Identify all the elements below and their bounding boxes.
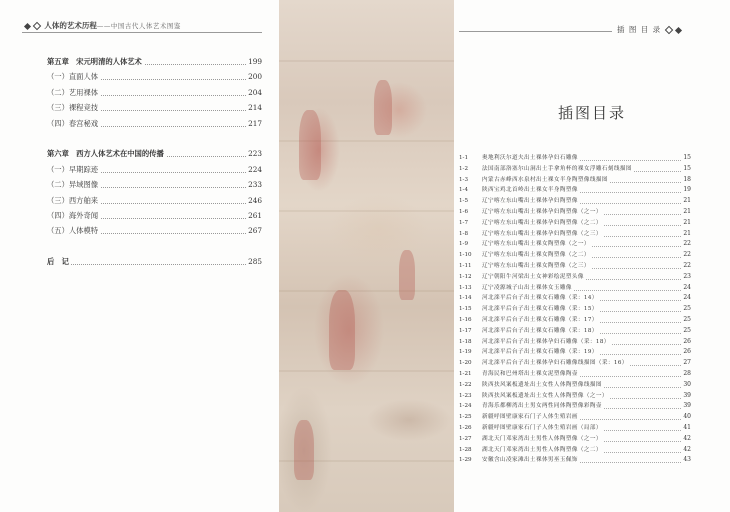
- figure-number: 1-1: [459, 153, 481, 164]
- toc-label: （四）春宫秘戏: [47, 116, 100, 131]
- toc-page-number: 261: [246, 208, 262, 223]
- figure-caption: 辽宁喀左东山嘴出土裸女陶塑像（之三）: [482, 261, 592, 272]
- figure-caption: 辽宁凌源城子山出土裸体女玉雕像: [482, 283, 574, 294]
- figure-page-number: 24: [681, 293, 691, 304]
- figure-caption: 辽宁喀左东山嘴出土裸体孕妇陶塑像（之三）: [482, 229, 604, 240]
- figure-list: [459, 153, 691, 466]
- figure-number: 1-27: [459, 434, 481, 445]
- table-of-contents: [47, 54, 262, 270]
- figure-caption: 青海乐都柳湾出土男女两性同体陶塑像彩陶壶: [482, 401, 604, 412]
- figure-number: 1-9: [459, 239, 481, 250]
- figure-number: 1-26: [459, 423, 481, 434]
- figure-caption: 辽宁喀左东山嘴出土裸体孕妇陶塑像（之二）: [482, 218, 604, 229]
- figure-page-number: 42: [681, 434, 691, 445]
- figure-page-number: 21: [681, 196, 691, 207]
- figure-list-item[interactable]: [459, 347, 691, 358]
- figure-page-number: 43: [681, 455, 691, 466]
- figure-page-number: 26: [681, 347, 691, 358]
- figure-list-item[interactable]: [459, 326, 691, 337]
- toc-chapter-row[interactable]: [47, 254, 262, 269]
- book-title: 人体的艺术历程: [44, 21, 97, 30]
- figure-list-item[interactable]: [459, 229, 691, 240]
- figure-list-item[interactable]: [459, 380, 691, 391]
- figure-list-item[interactable]: [459, 412, 691, 423]
- figure-page-number: 24: [681, 283, 691, 294]
- header-rule-right: [459, 31, 612, 32]
- toc-section-row[interactable]: [47, 85, 262, 100]
- figure-caption: 安徽含山凌家滩出土裸体男巫玉佩饰: [482, 455, 580, 466]
- figure-list-item[interactable]: [459, 218, 691, 229]
- figure-list-item[interactable]: [459, 164, 691, 175]
- figure-number: 1-3: [459, 175, 481, 186]
- figure-page-number: 19: [681, 185, 691, 196]
- toc-section-row[interactable]: [47, 116, 262, 131]
- figure-list-item[interactable]: [459, 153, 691, 164]
- figure-caption: 法国南部洛塞尔山洞出土手拿角杯的裸女浮雕石刻线描图: [482, 164, 634, 175]
- figure-number: 1-18: [459, 337, 481, 348]
- figure-caption: 辽宁朝阳牛河梁出土女神彩绘泥塑头像: [482, 272, 586, 283]
- toc-section-row[interactable]: [47, 208, 262, 223]
- toc-section-row[interactable]: [47, 162, 262, 177]
- figure-page-number: 42: [681, 445, 691, 456]
- figure-page-number: 39: [681, 391, 691, 402]
- figure-number: 1-28: [459, 445, 481, 456]
- figure-number: 1-19: [459, 347, 481, 358]
- figure-list-item[interactable]: [459, 283, 691, 294]
- figure-number: 1-14: [459, 293, 481, 304]
- toc-section-row[interactable]: [47, 223, 262, 238]
- figure-page-number: 21: [681, 218, 691, 229]
- figure-caption: 辽宁喀左东山嘴出土裸女陶塑像（之二）: [482, 250, 592, 261]
- figure-number: 1-11: [459, 261, 481, 272]
- figure-list-item[interactable]: [459, 369, 691, 380]
- toc-page-number: 267: [246, 223, 262, 238]
- toc-page-number: 223: [246, 146, 262, 161]
- figure-number: 1-6: [459, 207, 481, 218]
- figure-number: 1-24: [459, 401, 481, 412]
- figure-number: 1-21: [459, 369, 481, 380]
- figure-caption: 河北滦平后台子出土裸女石雕像（采：19）: [482, 347, 600, 358]
- toc-page-number: 285: [246, 254, 262, 269]
- figure-list-item[interactable]: [459, 434, 691, 445]
- figure-page-number: 28: [681, 369, 691, 380]
- toc-page-number: 224: [246, 162, 262, 177]
- figure-list-item[interactable]: [459, 304, 691, 315]
- figure-page-number: 40: [681, 412, 691, 423]
- toc-section-row[interactable]: [47, 69, 262, 84]
- figure-page-number: 25: [681, 315, 691, 326]
- figure-list-item[interactable]: [459, 207, 691, 218]
- figure-list-item[interactable]: [459, 445, 691, 456]
- figure-list-item[interactable]: [459, 358, 691, 369]
- toc-page-number: 217: [246, 116, 262, 131]
- figure-caption: 辽宁喀左东山嘴出土裸体孕妇陶塑像（之一）: [482, 207, 604, 218]
- figure-number: 1-29: [459, 455, 481, 466]
- header-rule: [22, 32, 262, 33]
- toc-label: 第五章 宋元明清的人体艺术: [47, 54, 144, 69]
- figure-number: 1-10: [459, 250, 481, 261]
- figure-number: 1-15: [459, 304, 481, 315]
- figure-number: 1-12: [459, 272, 481, 283]
- rock-art-image: [279, 0, 454, 512]
- figure-page-number: 22: [681, 239, 691, 250]
- toc-label: （一）早期踪迹: [47, 162, 100, 177]
- figure-caption: 陕西扶风案板遗址出土女性人体陶塑像（之一）: [482, 391, 610, 402]
- figure-caption: 河北滦平后台子出土裸体孕妇石雕像线描图（采：16）: [482, 358, 630, 369]
- toc-label: （二）异域图像: [47, 177, 100, 192]
- figure-page-number: 39: [681, 401, 691, 412]
- figure-number: 1-22: [459, 380, 481, 391]
- figure-number: 1-23: [459, 391, 481, 402]
- figure-page-number: 25: [681, 326, 691, 337]
- figure-list-item[interactable]: [459, 175, 691, 186]
- figure-list-item[interactable]: [459, 272, 691, 283]
- figure-list-item[interactable]: [459, 455, 691, 466]
- toc-label: （四）海外奇闻: [47, 208, 100, 223]
- toc-page-number: 200: [246, 69, 262, 84]
- figure-number: 1-25: [459, 412, 481, 423]
- toc-chapter-row[interactable]: [47, 146, 262, 161]
- right-running-header: [617, 24, 683, 35]
- toc-section-row[interactable]: [47, 100, 262, 115]
- figure-caption: 辽宁喀左东山嘴出土裸女陶塑像（之一）: [482, 239, 592, 250]
- toc-label: （三）西方舶来: [47, 193, 100, 208]
- figure-page-number: 21: [681, 229, 691, 240]
- figure-list-item[interactable]: [459, 239, 691, 250]
- figure-page-number: 15: [681, 164, 691, 175]
- figure-list-item[interactable]: [459, 196, 691, 207]
- toc-page-number: 233: [246, 177, 262, 192]
- figure-number: 1-13: [459, 283, 481, 294]
- figure-caption: 河北滦平后台子出土裸女石雕像（采：18）: [482, 326, 600, 337]
- leader-dots: [47, 264, 262, 265]
- toc-page-number: 204: [246, 85, 262, 100]
- toc-label: 第六章 西方人体艺术在中国的传播: [47, 146, 166, 161]
- figure-list-item[interactable]: [459, 261, 691, 272]
- figure-page-number: 41: [681, 423, 691, 434]
- figure-page-number: 26: [681, 337, 691, 348]
- section-title: 插 图 目 录: [617, 25, 662, 34]
- toc-section-row[interactable]: [47, 193, 262, 208]
- toc-section-row[interactable]: [47, 177, 262, 192]
- figure-list-item[interactable]: [459, 185, 691, 196]
- figure-list-item[interactable]: [459, 401, 691, 412]
- figure-caption: 奥地利沃尔道夫出土裸体孕妇石雕像: [482, 153, 580, 164]
- figure-list-item[interactable]: [459, 337, 691, 348]
- figure-page-number: 25: [681, 304, 691, 315]
- figures-heading: 插图目录: [557, 104, 626, 122]
- figure-list-item[interactable]: [459, 423, 691, 434]
- left-running-header: [23, 20, 181, 31]
- figure-caption: 陕西扶风案板遗址出土女性人体陶塑像线描图: [482, 380, 604, 391]
- toc-page-number: 246: [246, 193, 262, 208]
- book-subtitle: ——中国古代人体艺术图鉴: [96, 22, 181, 30]
- toc-label: （一）直面人体: [47, 69, 100, 84]
- figure-page-number: 22: [681, 250, 691, 261]
- figure-caption: 陕西宝鸡北首岭出土裸女半身陶塑像: [482, 185, 580, 196]
- toc-label: （五）人体模特: [47, 223, 100, 238]
- filled-diamond-icon: [24, 22, 31, 29]
- figure-page-number: 22: [681, 261, 691, 272]
- figure-caption: 湖北天门邓家湾出土男性人体陶塑像（之一）: [482, 434, 604, 445]
- figure-number: 1-5: [459, 196, 481, 207]
- figure-number: 1-7: [459, 218, 481, 229]
- figure-caption: 内蒙古赤峰西水泉村出土裸女半身陶塑像线描图: [482, 175, 610, 186]
- figure-list-item[interactable]: [459, 250, 691, 261]
- figure-number: 1-2: [459, 164, 481, 175]
- toc-page-number: 199: [246, 54, 262, 69]
- figure-caption: 新疆呼图壁康家石门子人体生殖岩画（局部）: [482, 423, 604, 434]
- figure-caption: 河北滦平后台子出土裸女石雕像（采：14）: [482, 293, 600, 304]
- hollow-diamond-icon: [33, 22, 41, 30]
- right-page: [454, 0, 730, 512]
- figure-page-number: 21: [681, 207, 691, 218]
- hollow-diamond-icon: [664, 26, 672, 34]
- left-page: [0, 0, 279, 512]
- figure-caption: 青海民和巴州塔出土裸女泥塑像陶壶: [482, 369, 580, 380]
- toc-label: 后 记: [47, 254, 71, 269]
- figure-number: 1-8: [459, 229, 481, 240]
- figure-page-number: 27: [681, 358, 691, 369]
- figure-number: 1-16: [459, 315, 481, 326]
- filled-diamond-icon: [675, 26, 682, 33]
- toc-chapter-row[interactable]: [47, 54, 262, 69]
- figure-list-item[interactable]: [459, 391, 691, 402]
- figure-caption: 辽宁喀左东山嘴出土裸体孕妇陶塑像: [482, 196, 580, 207]
- figure-page-number: 23: [681, 272, 691, 283]
- figure-page-number: 15: [681, 153, 691, 164]
- toc-label: （三）裸程竞技: [47, 100, 100, 115]
- figure-number: 1-17: [459, 326, 481, 337]
- figure-page-number: 18: [681, 175, 691, 186]
- figure-number: 1-20: [459, 358, 481, 369]
- figure-caption: 河北滦平后台子出土裸女石雕像（采：17）: [482, 315, 600, 326]
- toc-page-number: 214: [246, 100, 262, 115]
- figure-list-item[interactable]: [459, 293, 691, 304]
- figure-page-number: 30: [681, 380, 691, 391]
- figure-number: 1-4: [459, 185, 481, 196]
- figure-caption: 河北滦平后台子出土裸体孕妇石雕像（采：18）: [482, 337, 612, 348]
- figure-caption: 湖北天门邓家湾出土男性人体陶塑像（之二）: [482, 445, 604, 456]
- figure-list-item[interactable]: [459, 315, 691, 326]
- figure-caption: 河北滦平后台子出土裸女石雕像（采：15）: [482, 304, 600, 315]
- toc-label: （二）艺用裸体: [47, 85, 100, 100]
- figure-caption: 新疆呼图壁康家石门子人体生殖岩画: [482, 412, 580, 423]
